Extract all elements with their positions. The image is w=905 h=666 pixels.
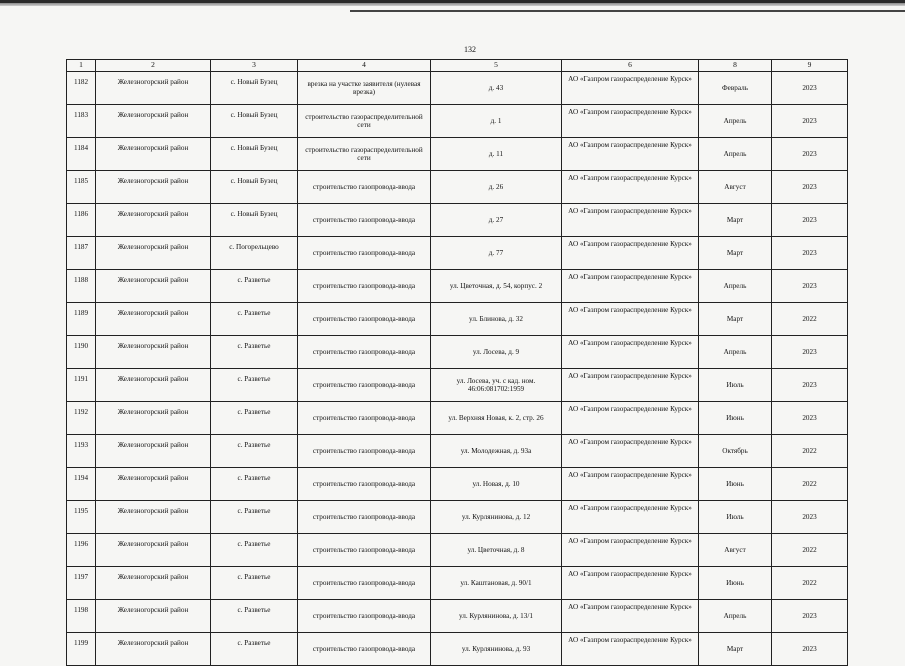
row-number-cell: 1190: [67, 336, 96, 369]
year-cell: 2023: [772, 105, 848, 138]
row-number-cell: 1187: [67, 237, 96, 270]
month-cell: Июль: [699, 501, 772, 534]
address-cell: ул. Новая, д. 10: [431, 468, 562, 501]
district-cell: Железногорский район: [96, 633, 211, 666]
organization-cell: АО «Газпром газораспределение Курск»: [562, 600, 699, 633]
locality-cell: с. Разветье: [211, 633, 298, 666]
year-cell: 2023: [772, 633, 848, 666]
work-type-cell: строительство газопровода-ввода: [298, 171, 431, 204]
locality-cell: с. Разветье: [211, 369, 298, 402]
work-type-cell: строительство газопровода-ввода: [298, 204, 431, 237]
organization-cell: АО «Газпром газораспределение Курск»: [562, 468, 699, 501]
address-cell: ул. Лосева, уч. с кад. ном. 46:06:081702:1959: [431, 369, 562, 402]
district-cell: Железногорский район: [96, 435, 211, 468]
scan-top-border: [0, 0, 905, 6]
address-cell: ул. Цветочная, д. 54, корпус. 2: [431, 270, 562, 303]
address-cell: ул. Курлянинова, д. 93: [431, 633, 562, 666]
address-cell: ул. Лосева, д. 9: [431, 336, 562, 369]
year-cell: 2023: [772, 336, 848, 369]
address-cell: д. 43: [431, 72, 562, 105]
organization-cell: АО «Газпром газораспределение Курск»: [562, 237, 699, 270]
year-cell: 2023: [772, 171, 848, 204]
month-cell: Апрель: [699, 270, 772, 303]
month-cell: Апрель: [699, 138, 772, 171]
organization-cell: АО «Газпром газораспределение Курск»: [562, 72, 699, 105]
work-type-cell: строительство газопровода-ввода: [298, 270, 431, 303]
table-row: [67, 336, 848, 369]
table-row: [67, 435, 848, 468]
year-cell: 2023: [772, 270, 848, 303]
locality-cell: с. Разветье: [211, 303, 298, 336]
table-row: [67, 567, 848, 600]
table-header-row: [67, 60, 848, 72]
table-row: [67, 402, 848, 435]
scan-edge-line: [350, 10, 905, 12]
locality-cell: с. Разветье: [211, 567, 298, 600]
district-cell: Железногорский район: [96, 72, 211, 105]
row-number-cell: 1184: [67, 138, 96, 171]
month-cell: Март: [699, 204, 772, 237]
month-cell: Июль: [699, 369, 772, 402]
locality-cell: с. Разветье: [211, 468, 298, 501]
work-type-cell: строительство газораспределительной сети: [298, 138, 431, 171]
row-number-cell: 1192: [67, 402, 96, 435]
work-type-cell: строительство газопровода-ввода: [298, 402, 431, 435]
work-type-cell: строительство газопровода-ввода: [298, 567, 431, 600]
locality-cell: с. Разветье: [211, 600, 298, 633]
year-cell: 2023: [772, 72, 848, 105]
row-number-cell: 1191: [67, 369, 96, 402]
month-cell: Апрель: [699, 336, 772, 369]
address-cell: ул. Цветочная, д. 8: [431, 534, 562, 567]
row-number-cell: 1194: [67, 468, 96, 501]
organization-cell: АО «Газпром газораспределение Курск»: [562, 402, 699, 435]
organization-cell: АО «Газпром газораспределение Курск»: [562, 369, 699, 402]
district-cell: Железногорский район: [96, 600, 211, 633]
row-number-cell: 1196: [67, 534, 96, 567]
locality-cell: с. Разветье: [211, 402, 298, 435]
organization-cell: АО «Газпром газораспределение Курск»: [562, 105, 699, 138]
table-row: [67, 270, 848, 303]
year-cell: 2023: [772, 138, 848, 171]
district-cell: Железногорский район: [96, 270, 211, 303]
organization-cell: АО «Газпром газораспределение Курск»: [562, 435, 699, 468]
header-cell: 1: [67, 60, 96, 72]
work-type-cell: строительство газопровода-ввода: [298, 435, 431, 468]
table-row: [67, 204, 848, 237]
district-cell: Железногорский район: [96, 138, 211, 171]
header-cell: 4: [298, 60, 431, 72]
work-type-cell: строительство газопровода-ввода: [298, 468, 431, 501]
month-cell: Август: [699, 534, 772, 567]
row-number-cell: 1183: [67, 105, 96, 138]
row-number-cell: 1199: [67, 633, 96, 666]
month-cell: Март: [699, 303, 772, 336]
locality-cell: с. Разветье: [211, 270, 298, 303]
locality-cell: с. Новый Бузец: [211, 105, 298, 138]
district-cell: Железногорский район: [96, 501, 211, 534]
district-cell: Железногорский район: [96, 336, 211, 369]
district-cell: Железногорский район: [96, 171, 211, 204]
table-row: [67, 633, 848, 666]
header-cell: 3: [211, 60, 298, 72]
organization-cell: АО «Газпром газораспределение Курск»: [562, 534, 699, 567]
work-type-cell: строительство газопровода-ввода: [298, 633, 431, 666]
year-cell: 2023: [772, 369, 848, 402]
year-cell: 2022: [772, 435, 848, 468]
locality-cell: с. Новый Бузец: [211, 72, 298, 105]
organization-cell: АО «Газпром газораспределение Курск»: [562, 171, 699, 204]
district-cell: Железногорский район: [96, 204, 211, 237]
year-cell: 2022: [772, 468, 848, 501]
address-cell: д. 1: [431, 105, 562, 138]
organization-cell: АО «Газпром газораспределение Курск»: [562, 501, 699, 534]
header-cell: 8: [699, 60, 772, 72]
locality-cell: с. Разветье: [211, 534, 298, 567]
address-cell: ул. Курлянинова, д. 12: [431, 501, 562, 534]
district-cell: Железногорский район: [96, 237, 211, 270]
row-number-cell: 1195: [67, 501, 96, 534]
table-row: [67, 138, 848, 171]
address-cell: ул. Верхняя Новая, к. 2, стр. 26: [431, 402, 562, 435]
locality-cell: с. Разветье: [211, 336, 298, 369]
work-type-cell: строительство газопровода-ввода: [298, 303, 431, 336]
address-cell: д. 26: [431, 171, 562, 204]
month-cell: Апрель: [699, 600, 772, 633]
table-row: [67, 303, 848, 336]
year-cell: 2023: [772, 237, 848, 270]
table-row: [67, 600, 848, 633]
row-number-cell: 1185: [67, 171, 96, 204]
work-type-cell: строительство газопровода-ввода: [298, 237, 431, 270]
work-type-cell: строительство газопровода-ввода: [298, 336, 431, 369]
work-type-cell: врезка на участке заявителя (нулевая врезка): [298, 72, 431, 105]
year-cell: 2022: [772, 567, 848, 600]
year-cell: 2022: [772, 534, 848, 567]
district-cell: Железногорский район: [96, 369, 211, 402]
table-row: [67, 501, 848, 534]
organization-cell: АО «Газпром газораспределение Курск»: [562, 138, 699, 171]
work-type-cell: строительство газопровода-ввода: [298, 600, 431, 633]
month-cell: Апрель: [699, 105, 772, 138]
year-cell: 2023: [772, 600, 848, 633]
table-row: [67, 369, 848, 402]
header-cell: 6: [562, 60, 699, 72]
page-number: 132: [464, 45, 476, 54]
locality-cell: с. Разветье: [211, 435, 298, 468]
year-cell: 2023: [772, 501, 848, 534]
month-cell: Август: [699, 171, 772, 204]
locality-cell: с. Новый Бузец: [211, 138, 298, 171]
organization-cell: АО «Газпром газораспределение Курск»: [562, 633, 699, 666]
address-cell: д. 77: [431, 237, 562, 270]
year-cell: 2023: [772, 402, 848, 435]
address-cell: ул. Блинова, д. 32: [431, 303, 562, 336]
district-cell: Железногорский район: [96, 402, 211, 435]
locality-cell: с. Разветье: [211, 501, 298, 534]
address-cell: ул. Молодежная, д. 93а: [431, 435, 562, 468]
row-number-cell: 1186: [67, 204, 96, 237]
district-cell: Железногорский район: [96, 567, 211, 600]
table-row: [67, 72, 848, 105]
locality-cell: с. Погорельцево: [211, 237, 298, 270]
month-cell: Июнь: [699, 468, 772, 501]
gasification-table: [66, 59, 848, 666]
address-cell: ул. Курлянинова, д. 13/1: [431, 600, 562, 633]
organization-cell: АО «Газпром газораспределение Курск»: [562, 303, 699, 336]
district-cell: Железногорский район: [96, 468, 211, 501]
header-cell: 2: [96, 60, 211, 72]
month-cell: Февраль: [699, 72, 772, 105]
row-number-cell: 1197: [67, 567, 96, 600]
table-row: [67, 237, 848, 270]
month-cell: Июнь: [699, 567, 772, 600]
month-cell: Март: [699, 237, 772, 270]
work-type-cell: строительство газопровода-ввода: [298, 501, 431, 534]
month-cell: Июнь: [699, 402, 772, 435]
row-number-cell: 1182: [67, 72, 96, 105]
month-cell: Октябрь: [699, 435, 772, 468]
locality-cell: с. Новый Бузец: [211, 171, 298, 204]
year-cell: 2022: [772, 303, 848, 336]
work-type-cell: строительство газопровода-ввода: [298, 369, 431, 402]
row-number-cell: 1189: [67, 303, 96, 336]
table-row: [67, 105, 848, 138]
row-number-cell: 1198: [67, 600, 96, 633]
work-type-cell: строительство газопровода-ввода: [298, 534, 431, 567]
district-cell: Железногорский район: [96, 303, 211, 336]
header-cell: 9: [772, 60, 848, 72]
organization-cell: АО «Газпром газораспределение Курск»: [562, 270, 699, 303]
district-cell: Железногорский район: [96, 105, 211, 138]
work-type-cell: строительство газораспределительной сети: [298, 105, 431, 138]
row-number-cell: 1193: [67, 435, 96, 468]
month-cell: Март: [699, 633, 772, 666]
organization-cell: АО «Газпром газораспределение Курск»: [562, 204, 699, 237]
address-cell: ул. Каштановая, д. 90/1: [431, 567, 562, 600]
district-cell: Железногорский район: [96, 534, 211, 567]
organization-cell: АО «Газпром газораспределение Курск»: [562, 336, 699, 369]
address-cell: д. 11: [431, 138, 562, 171]
row-number-cell: 1188: [67, 270, 96, 303]
address-cell: д. 27: [431, 204, 562, 237]
table-row: [67, 171, 848, 204]
table-row: [67, 534, 848, 567]
organization-cell: АО «Газпром газораспределение Курск»: [562, 567, 699, 600]
header-cell: 5: [431, 60, 562, 72]
locality-cell: с. Новый Бузец: [211, 204, 298, 237]
table-row: [67, 468, 848, 501]
year-cell: 2023: [772, 204, 848, 237]
